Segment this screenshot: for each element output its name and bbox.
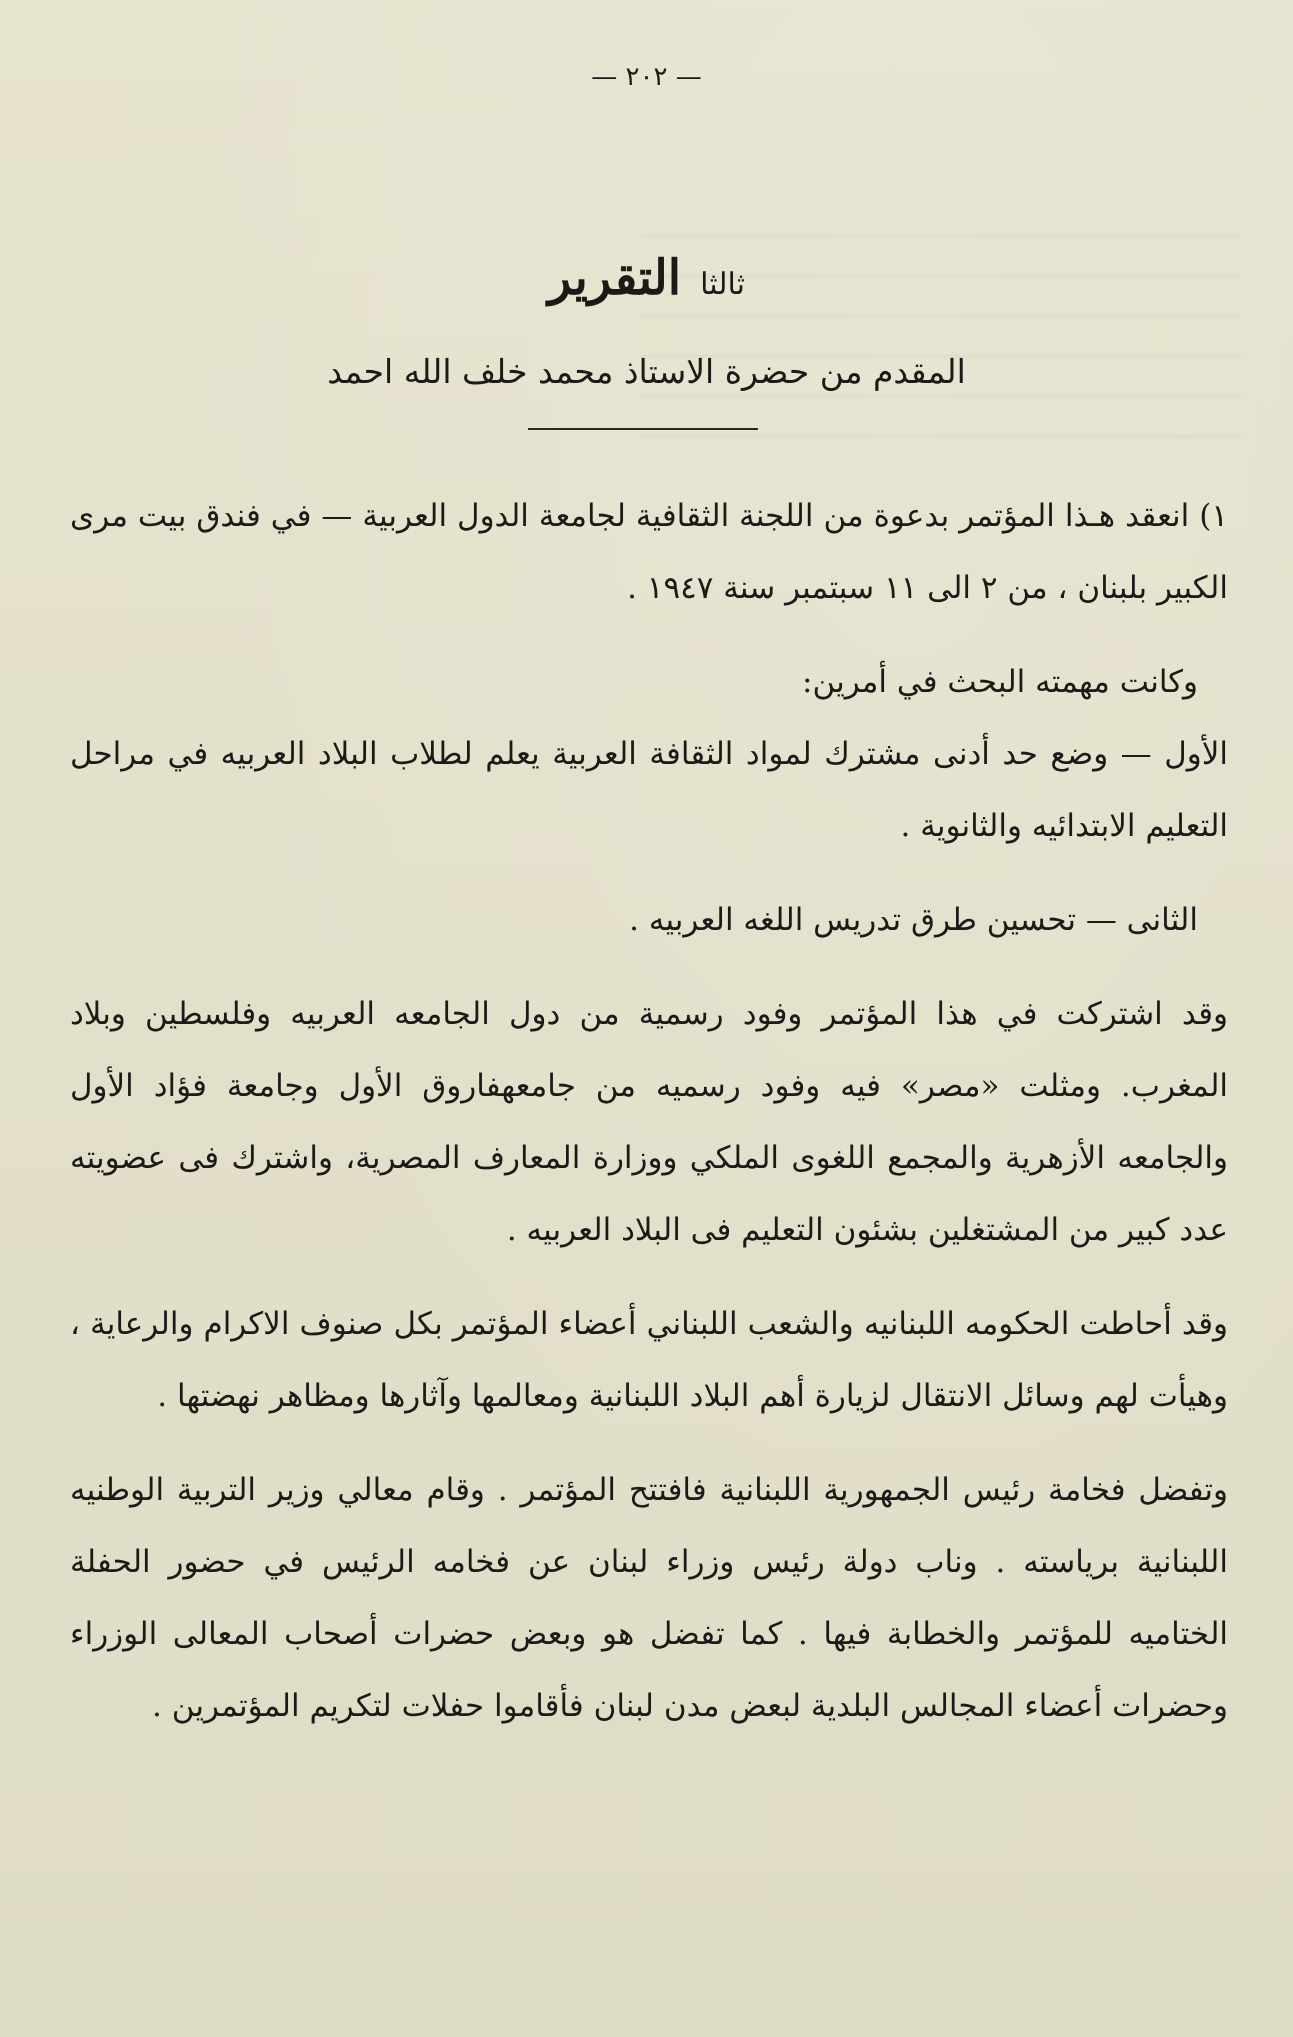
section-heading bbox=[0, 250, 1293, 306]
paragraph-first-item: الأول — وضع حد أدنى مشترك لمواد الثقافة العربية يعلم لطلاب البلاد العربيه في مراحل التعليم الابتدائيه والثانوية . bbox=[70, 736, 1228, 844]
section-ordinal: ثالثا bbox=[700, 267, 745, 302]
body-text bbox=[70, 480, 1228, 1742]
paragraph-delegations: وقد اشتركت في هذا المؤتمر وفود رسمية من دول الجامعه العربيه وفلسطين وبلاد المغرب. ومثلت «مصر» فيه وفود رسميه من جامعهفاروق الأول وجامعة فؤاد الأول والجامعه الأزهرية والمجمع اللغوى الملكي ووزارة المعارف المصرية، واشترك فى عضويته عدد كبير من المشتغلين بشئون التعليم فى البلاد العربيه . bbox=[70, 996, 1228, 1248]
page-number: — ٢٠٢ — bbox=[591, 62, 702, 92]
section-subheading: المقدم من حضرة الاستاذ محمد خلف الله احمد bbox=[327, 352, 966, 391]
paragraph-hospitality: وقد أحاطت الحكومه اللبنانيه والشعب اللبناني أعضاء المؤتمر بكل صنوف الاكرام والرعاية ، وهيأت لهم وسائل الانتقال لزيارة أهم البلاد اللبنانية ومعالمها وآثارها ومظاهر نهضتها . bbox=[70, 1306, 1228, 1414]
paragraph-mission: وكانت مهمته البحث في أمرين: bbox=[802, 664, 1198, 700]
paragraph-second-item: الثانى — تحسين طرق تدريس اللغه العربيه . bbox=[629, 902, 1198, 938]
paragraph-conference-intro: ١) انعقد هـذا المؤتمر بدعوة من اللجنة الثقافية لجامعة الدول العربية — في فندق بيت مرى الكبير بلبنان ، من ٢ الى ١١ سبتمبر سنة ١٩٤٧ . bbox=[70, 498, 1228, 606]
heading-divider bbox=[528, 428, 758, 430]
paragraph-ceremony: وتفضل فخامة رئيس الجمهورية اللبنانية فافتتح المؤتمر . وقام معالي وزير التربية الوطنيه اللبنانية برياسته . وناب دولة رئيس وزراء لبنان عن فخامه الرئيس في حضور الحفلة الختاميه للمؤتمر والخطابة فيها . كما تفضل هو وبعض حضرات أصحاب المعالى الوزراء وحضرات أعضاء المجالس البلدية لبعض مدن لبنان فأقاموا حفلات لتكريم المؤتمرين . bbox=[70, 1472, 1228, 1724]
section-title: التقرير bbox=[548, 250, 682, 306]
